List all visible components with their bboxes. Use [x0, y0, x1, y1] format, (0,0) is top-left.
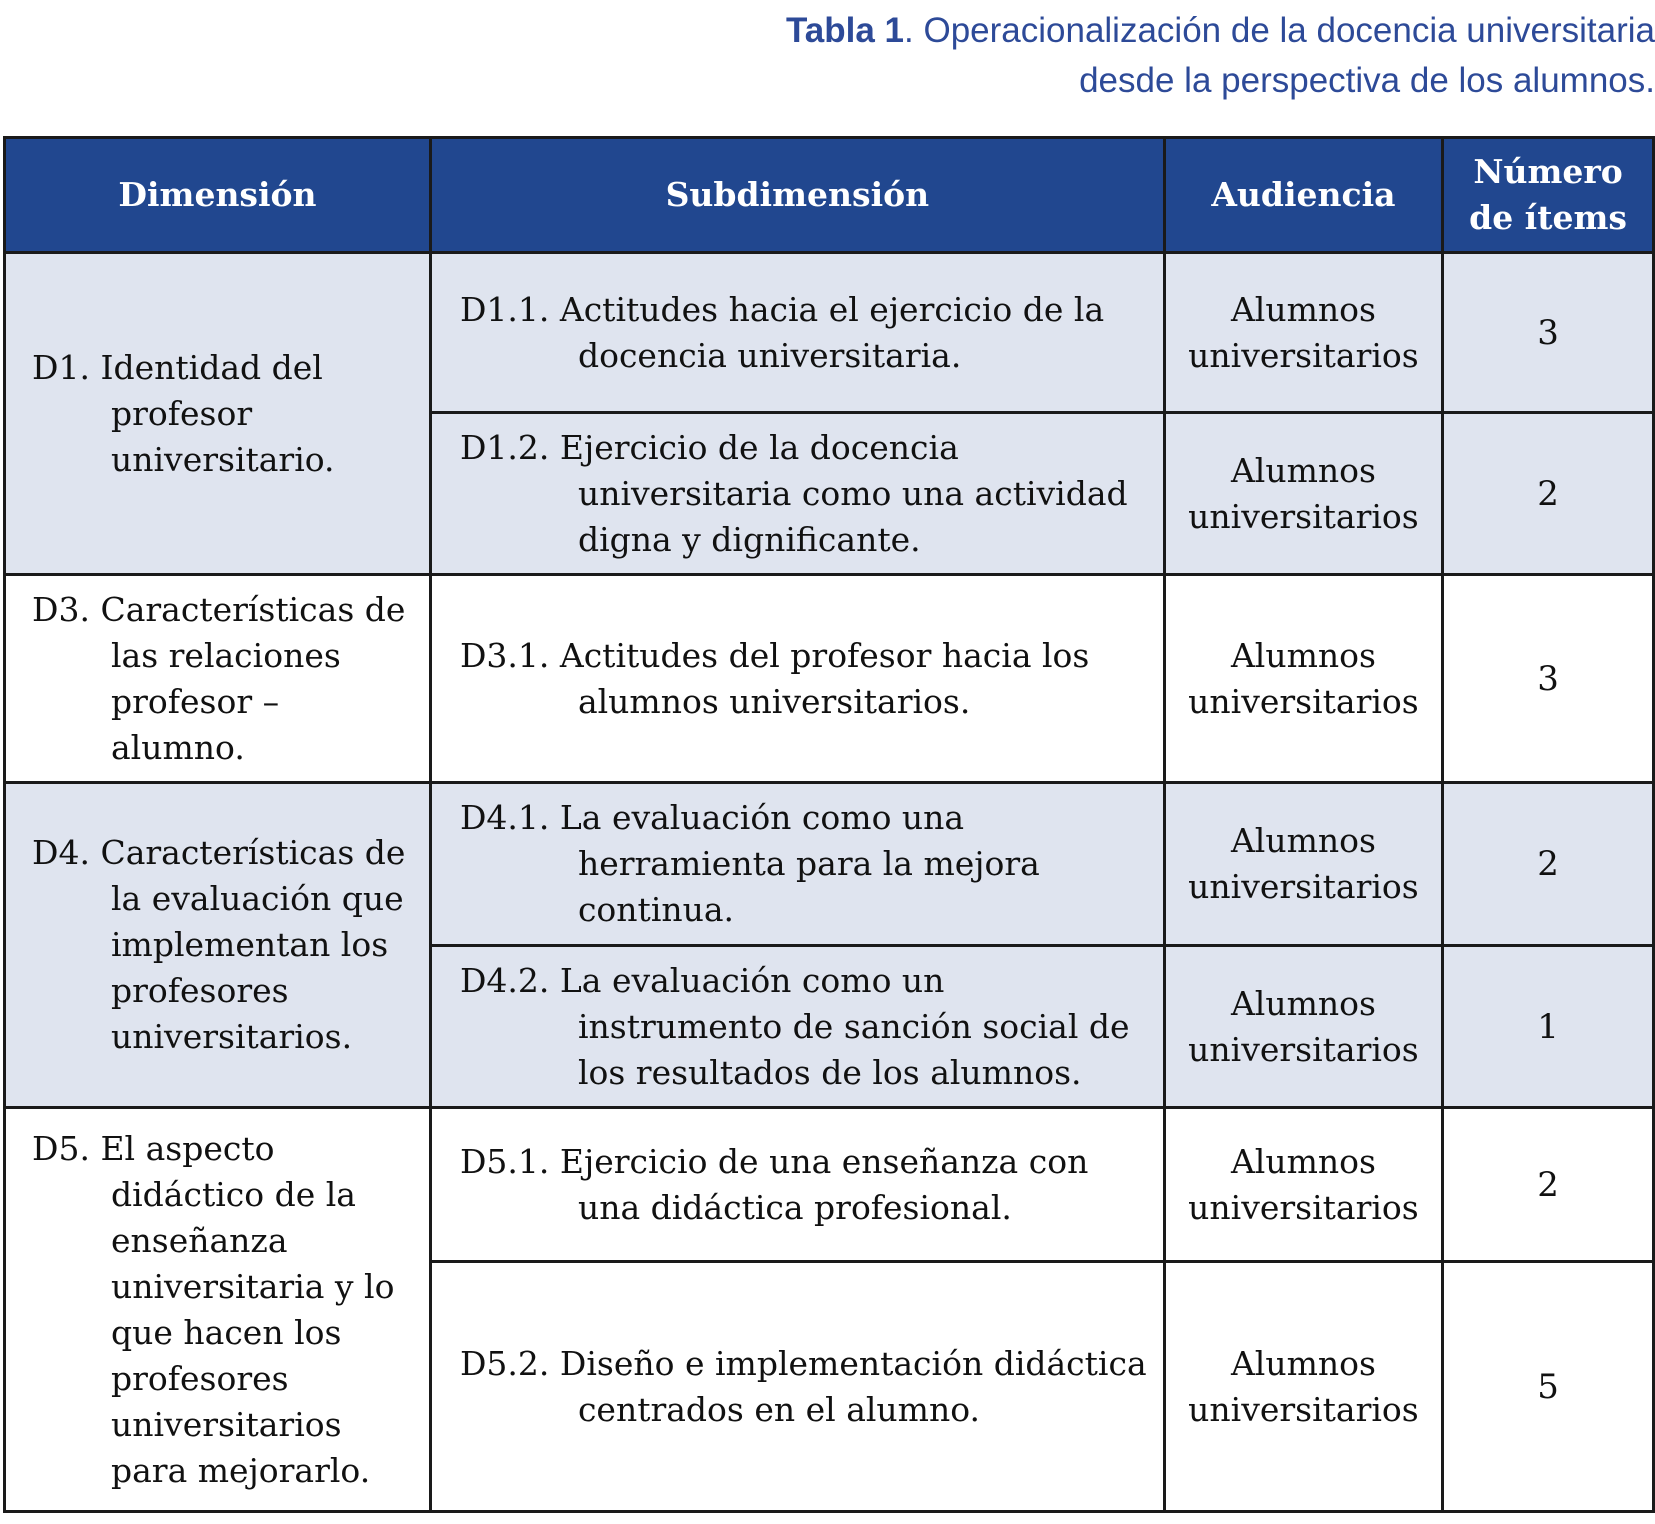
- items-cell: 2: [1443, 1108, 1654, 1262]
- header-row: [5, 138, 1654, 253]
- items-cell: 3: [1443, 253, 1654, 413]
- subdimension-cell: D3.1. Actitudes del profesor hacia los alumnos universitarios.: [430, 575, 1164, 783]
- dimension-text: Características de las relaciones profesor – alumno.: [100, 589, 406, 767]
- header-subdimension: Subdimensión: [430, 138, 1164, 253]
- subdimension-cell: D5.2. Diseño e implementación didáctica centrados en el alumno.: [430, 1262, 1164, 1512]
- dimension-text: Identidad del profesor universitario.: [100, 347, 335, 479]
- table-row: [5, 253, 1654, 413]
- subdimension-cell: D1.1. Actitudes hacia el ejercicio de la docencia universitaria.: [430, 253, 1164, 413]
- dimension-cell-d5: [5, 1108, 431, 1512]
- operationalization-table: [3, 136, 1655, 1513]
- dimension-code: D4.: [32, 833, 90, 872]
- caption-line2: desde la perspectiva de los alumnos.: [1079, 61, 1655, 100]
- table-row: [5, 575, 1654, 783]
- caption-label: Tabla 1: [786, 11, 905, 50]
- subdimension-cell: D1.2. Ejercicio de la docencia universitaria como una actividad digna y dignificante.: [430, 413, 1164, 575]
- dimension-cell-d4: [5, 783, 431, 1108]
- audience-cell: Alumnos universitarios: [1164, 946, 1442, 1108]
- subdimension-cell: D4.2. La evaluación como un instrumento de sanción social de los resultados de los alumnos.: [430, 946, 1164, 1108]
- audience-cell: Alumnos universitarios: [1164, 1108, 1442, 1262]
- dimension-text: El aspecto didáctico de la enseñanza universitaria y lo que hacen los profesores universitarios para mejorarlo.: [100, 1128, 395, 1490]
- dimension-cell-d1: [5, 253, 431, 575]
- audience-cell: Alumnos universitarios: [1164, 575, 1442, 783]
- table-row: [5, 1108, 1654, 1262]
- dimension-code: D3.: [32, 589, 90, 629]
- subdimension-cell: D4.1. La evaluación como una herramienta para la mejora continua.: [430, 783, 1164, 946]
- header-items-line2: de ítems: [1469, 198, 1627, 237]
- header-items-line1: Número: [1473, 152, 1623, 191]
- items-cell: 5: [1443, 1262, 1654, 1512]
- header-items: [1443, 138, 1654, 253]
- dimension-text: Características de la evaluación que implementan los profesores universitarios.: [100, 833, 406, 1056]
- items-cell: 2: [1443, 413, 1654, 575]
- caption-text: . Operacionalización de la docencia universitaria: [904, 11, 1655, 50]
- table-row: [5, 783, 1654, 946]
- audience-cell: Alumnos universitarios: [1164, 253, 1442, 413]
- header-dimension: Dimensión: [5, 138, 431, 253]
- items-cell: 2: [1443, 783, 1654, 946]
- audience-cell: Alumnos universitarios: [1164, 1262, 1442, 1512]
- items-cell: 1: [1443, 946, 1654, 1108]
- dimension-code: D1.: [32, 347, 90, 387]
- audience-cell: Alumnos universitarios: [1164, 783, 1442, 946]
- items-cell: 3: [1443, 575, 1654, 783]
- dimension-cell-d3: [5, 575, 431, 783]
- audience-cell: Alumnos universitarios: [1164, 413, 1442, 575]
- header-audience: Audiencia: [1164, 138, 1442, 253]
- dimension-code: D5.: [32, 1128, 90, 1168]
- table-caption: [555, 6, 1655, 106]
- subdimension-cell: D5.1. Ejercicio de una enseñanza con una didáctica profesional.: [430, 1108, 1164, 1262]
